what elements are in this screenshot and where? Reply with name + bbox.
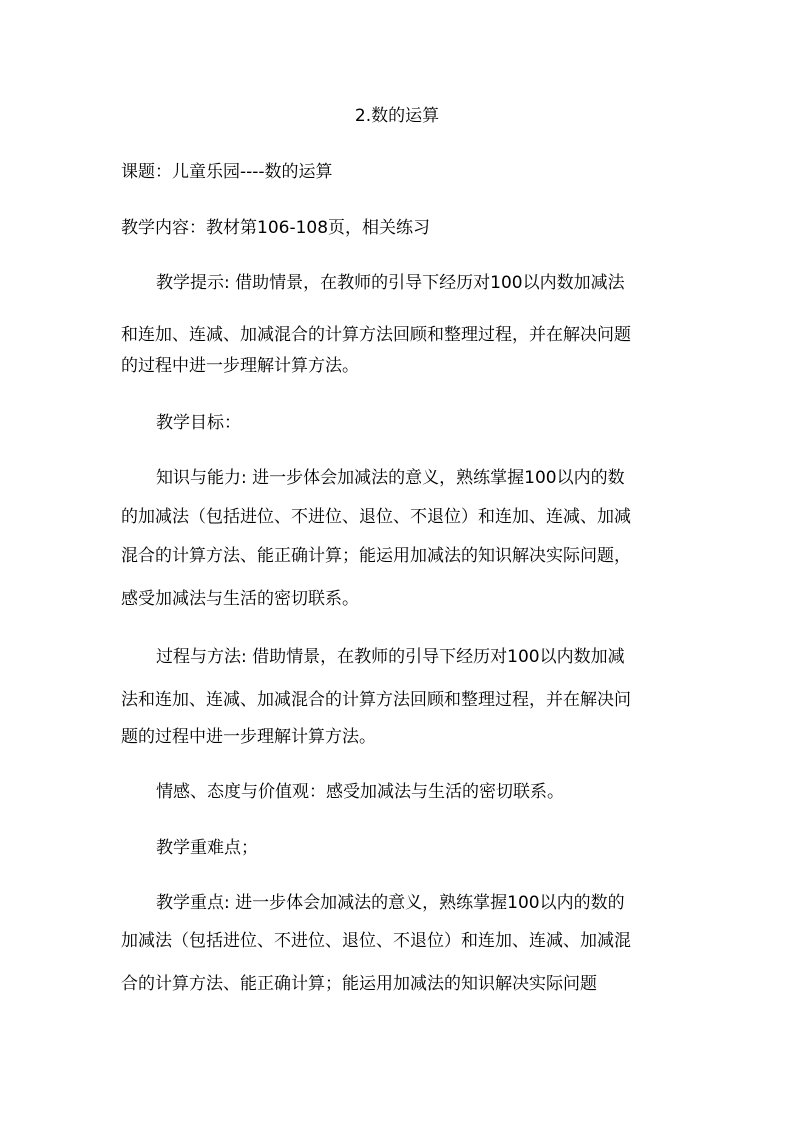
lesson-topic-line: 课题：儿童乐园----数的运算 (121, 162, 333, 182)
document-title: 2.数的运算 (354, 106, 440, 126)
key-difficulties-heading: 教学重难点； (156, 838, 258, 858)
process-method-line-2: 法和连加、连减、加减混合的计算方法回顾和整理过程，并在解决问 (121, 690, 631, 710)
knowledge-ability-line-1: 知识与能力: 进一步体会加减法的意义，熟练掌握100以内的数 (156, 468, 625, 488)
key-points-line-2: 加减法（包括进位、不进位、退位、不退位）和连加、连减、加减混 (121, 931, 631, 951)
emotion-values-line: 情感、态度与价值观：感受加减法与生活的密切联系。 (156, 782, 564, 802)
key-points-line-1: 教学重点: 进一步体会加减法的意义，熟练掌握100以内的数的 (156, 893, 625, 913)
teaching-goals-heading: 教学目标： (156, 413, 241, 433)
process-method-line-1: 过程与方法: 借助情景，在教师的引导下经历对100以内数加减 (156, 647, 625, 667)
teaching-hint-line-2: 和连加、连减、加减混合的计算方法回顾和整理过程，并在解决问题 (121, 325, 631, 345)
knowledge-ability-line-2: 的加减法（包括进位、不进位、退位、不退位）和连加、连减、加减 (121, 507, 631, 527)
key-points-line-3: 合的计算方法、能正确计算；能运用加减法的知识解决实际问题 (121, 974, 597, 994)
teaching-hint-line-1: 教学提示: 借助情景，在教师的引导下经历对100以内数加减法 (156, 273, 625, 293)
knowledge-ability-line-4: 感受加减法与生活的密切联系。 (121, 589, 359, 609)
process-method-line-3: 题的过程中进一步理解计算方法。 (121, 727, 376, 747)
teaching-content-line: 教学内容：教材第106-108页，相关练习 (121, 218, 431, 238)
knowledge-ability-line-3: 混合的计算方法、能正确计算；能运用加减法的知识解决实际问题， (121, 546, 631, 566)
teaching-hint-line-3: 的过程中进一步理解计算方法。 (121, 356, 359, 376)
